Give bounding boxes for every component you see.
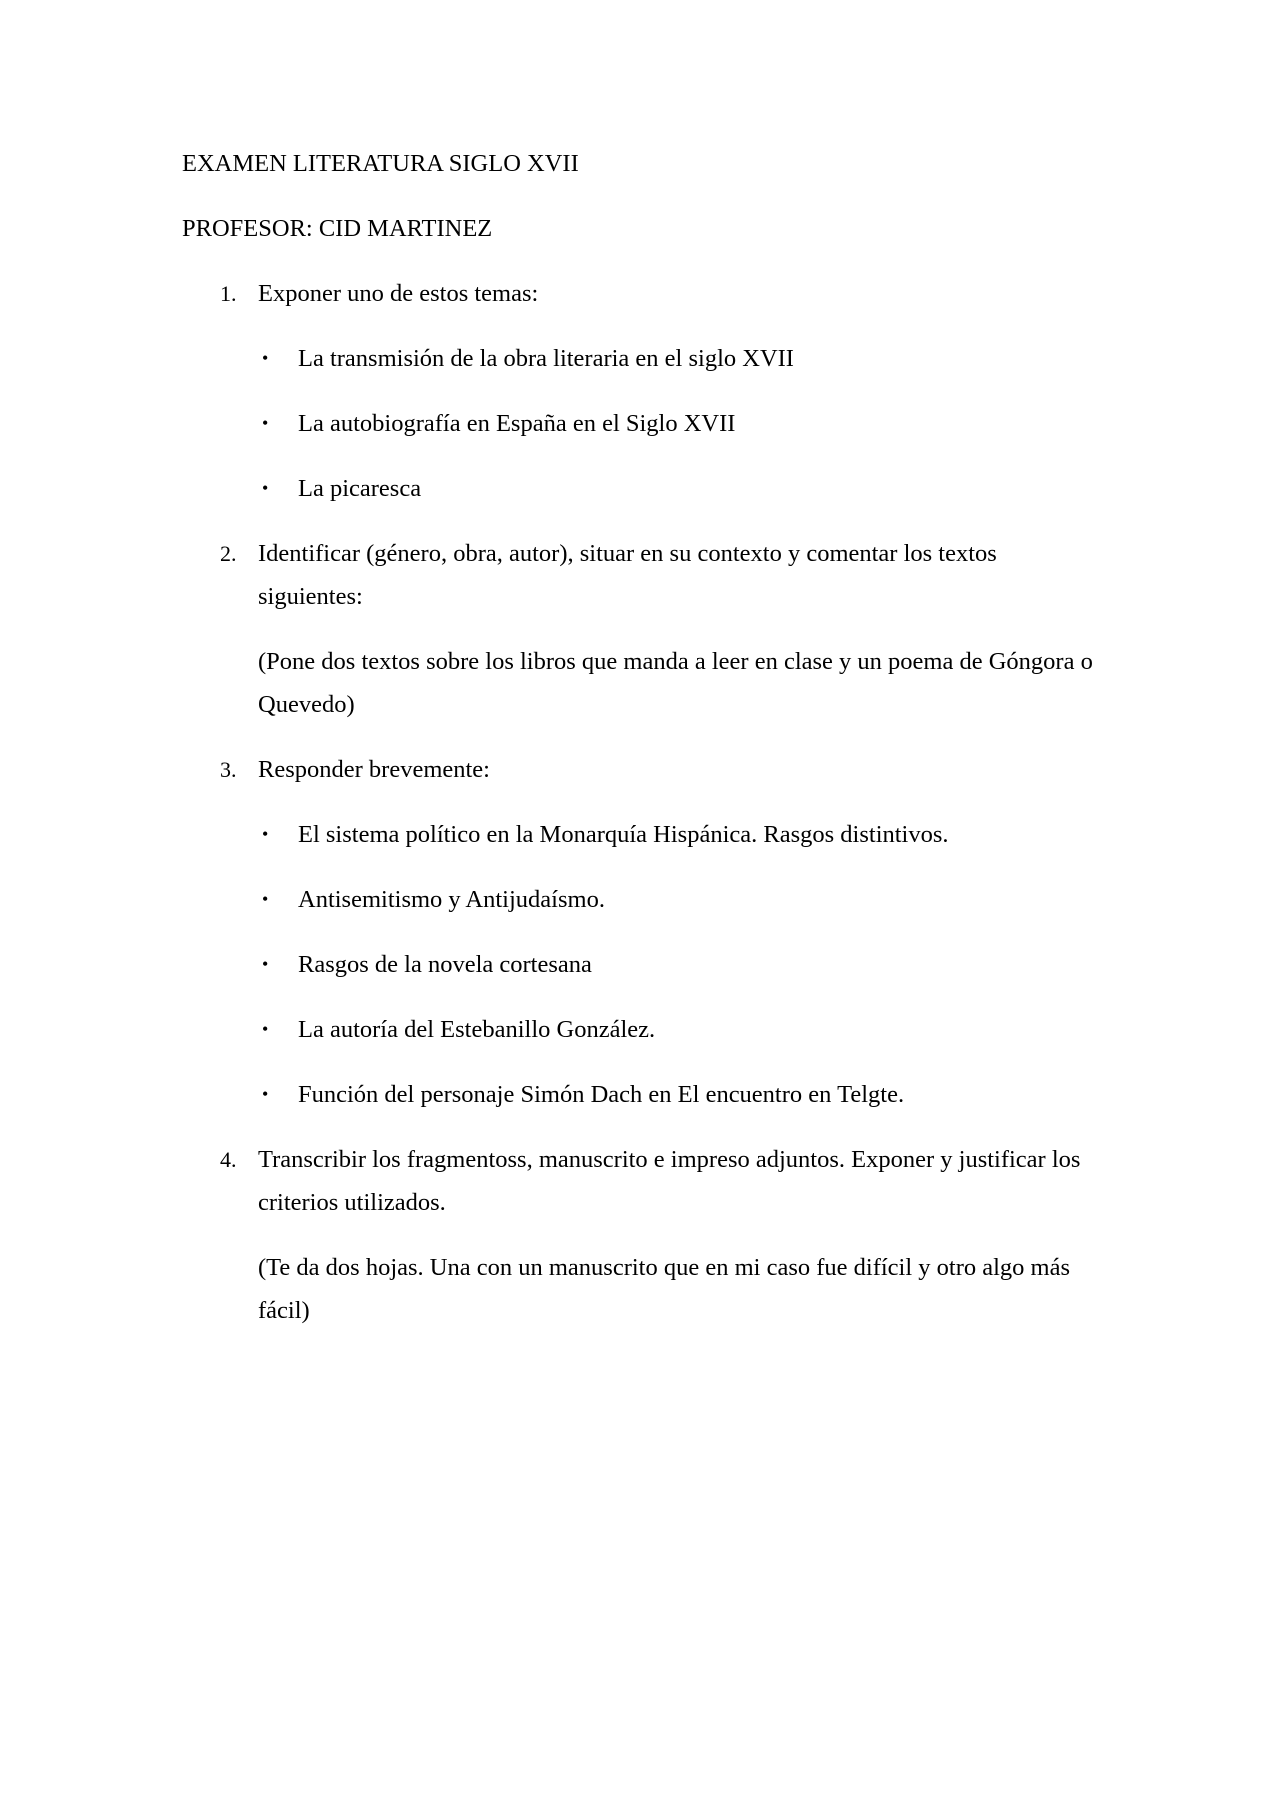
bullet-item bbox=[182, 1073, 1102, 1116]
bullet-text: La picaresca bbox=[298, 475, 422, 502]
bullet-item bbox=[182, 943, 1102, 986]
bullet-text: Antisemitismo y Antijudaísmo. bbox=[298, 886, 605, 913]
professor-line: PROFESOR: CID MARTINEZ bbox=[182, 215, 493, 242]
bullet-icon: • bbox=[262, 889, 269, 909]
numbered-item-3 bbox=[182, 748, 1102, 791]
item-number: 4. bbox=[220, 1147, 237, 1172]
bullet-item bbox=[182, 1008, 1102, 1051]
item-text: Transcribir los fragmentoss, manuscrito e impreso adjuntos. Exponer y justificar los criterios utilizados. bbox=[258, 1146, 1081, 1216]
numbered-item-2 bbox=[182, 532, 1102, 618]
exam-title: EXAMEN LITERATURA SIGLO XVII bbox=[182, 150, 579, 177]
item-text: Identificar (género, obra, autor), situar en su contexto y comentar los textos siguientes: bbox=[258, 540, 997, 610]
bullet-text: La autoría del Estebanillo González. bbox=[298, 1016, 656, 1043]
bullet-text: La autobiografía en España en el Siglo XVII bbox=[298, 410, 736, 437]
item-number: 1. bbox=[220, 281, 237, 306]
item-text: Responder brevemente: bbox=[258, 756, 490, 783]
bullet-icon: • bbox=[262, 348, 269, 368]
item-number: 3. bbox=[220, 757, 237, 782]
document-body bbox=[182, 142, 1102, 1354]
item-number: 2. bbox=[220, 541, 237, 566]
bullet-icon: • bbox=[262, 478, 269, 498]
bullet-item bbox=[182, 402, 1102, 445]
bullet-item bbox=[182, 467, 1102, 510]
bullet-icon: • bbox=[262, 824, 269, 844]
bullet-text: El sistema político en la Monarquía Hispánica. Rasgos distintivos. bbox=[298, 821, 949, 848]
bullet-item bbox=[182, 337, 1102, 380]
bullet-item bbox=[182, 813, 1102, 856]
bullet-icon: • bbox=[262, 1084, 269, 1104]
bullet-icon: • bbox=[262, 954, 269, 974]
bullet-item bbox=[182, 878, 1102, 921]
numbered-item-4 bbox=[182, 1138, 1102, 1224]
bullet-icon: • bbox=[262, 1019, 269, 1039]
bullet-text: La transmisión de la obra literaria en el siglo XVII bbox=[298, 345, 794, 372]
bullet-text: Rasgos de la novela cortesana bbox=[298, 951, 592, 978]
item-text: Exponer uno de estos temas: bbox=[258, 280, 539, 307]
numbered-item-1 bbox=[182, 272, 1102, 315]
bullet-icon: • bbox=[262, 413, 269, 433]
item-note: (Te da dos hojas. Una con un manuscrito que en mi caso fue difícil y otro algo más fácil) bbox=[258, 1254, 1071, 1324]
item-note: (Pone dos textos sobre los libros que manda a leer en clase y un poema de Góngora o Quevedo) bbox=[258, 648, 1093, 718]
bullet-text: Función del personaje Simón Dach en El encuentro en Telgte. bbox=[298, 1081, 905, 1108]
